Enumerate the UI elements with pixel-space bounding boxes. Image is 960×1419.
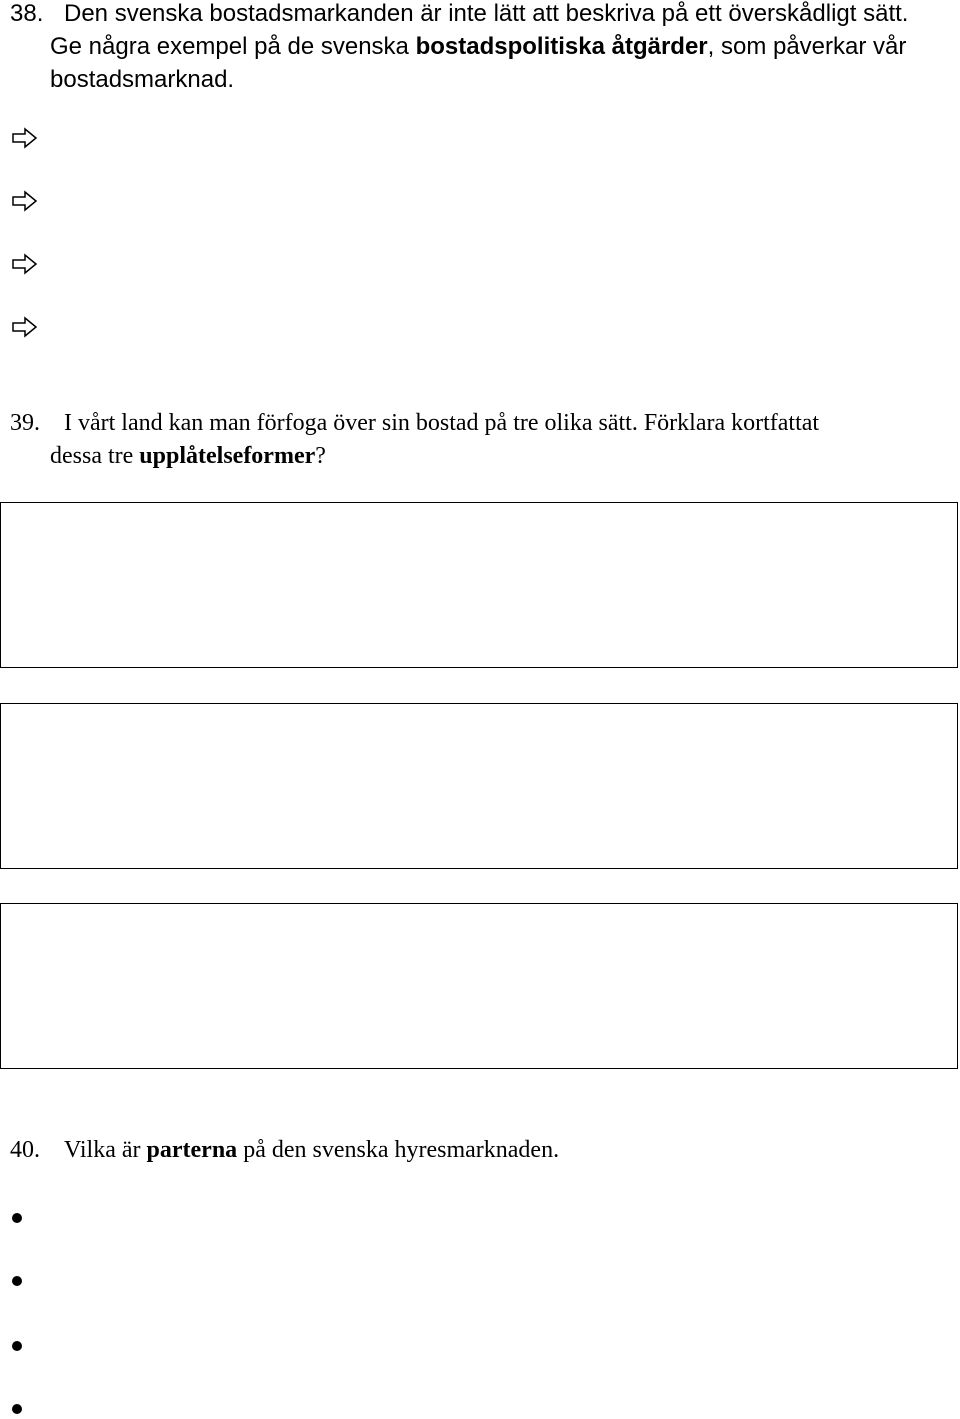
bullet-icon [12,1404,22,1414]
bullet-icon [12,1213,22,1223]
question-38-line-1: Den svenska bostadsmarkanden är inte lätt att beskriva på ett överskådligt sätt. [64,0,909,27]
question-40-text: Vilka är parterna på den svenska hyresmarknaden. [64,1137,560,1163]
question-40-key-term: parterna [146,1137,238,1163]
bullet-icon [12,1341,22,1351]
answer-box-3[interactable] [0,903,958,1069]
question-39 [0,407,960,473]
outline-right-arrow-icon [12,189,42,213]
question-38-number: 38. [10,0,44,27]
question-38 [0,0,960,96]
question-38-line-2: Ge några exempel på de svenska bostadspolitiska åtgärder, som påverkar vår [50,33,907,60]
answer-box-1[interactable] [0,502,958,668]
outline-right-arrow-icon [12,315,42,339]
question-39-line-1: I vårt land kan man förfoga över sin bostad på tre olika sätt. Förklara kortfattat [64,410,820,436]
outline-right-arrow-icon [12,252,42,276]
question-40 [0,1134,960,1167]
bullet-icon [12,1276,22,1286]
question-39-line-2: dessa tre upplåtelseformer? [50,443,326,469]
question-40-number: 40. [10,1137,40,1163]
question-38-line-3: bostadsmarknad. [50,66,235,93]
outline-right-arrow-icon [12,126,42,150]
question-39-key-term: upplåtelseformer [139,443,316,469]
answer-box-2[interactable] [0,703,958,869]
question-38-key-term: bostadspolitiska åtgärder [415,33,708,60]
question-39-number: 39. [10,410,40,436]
